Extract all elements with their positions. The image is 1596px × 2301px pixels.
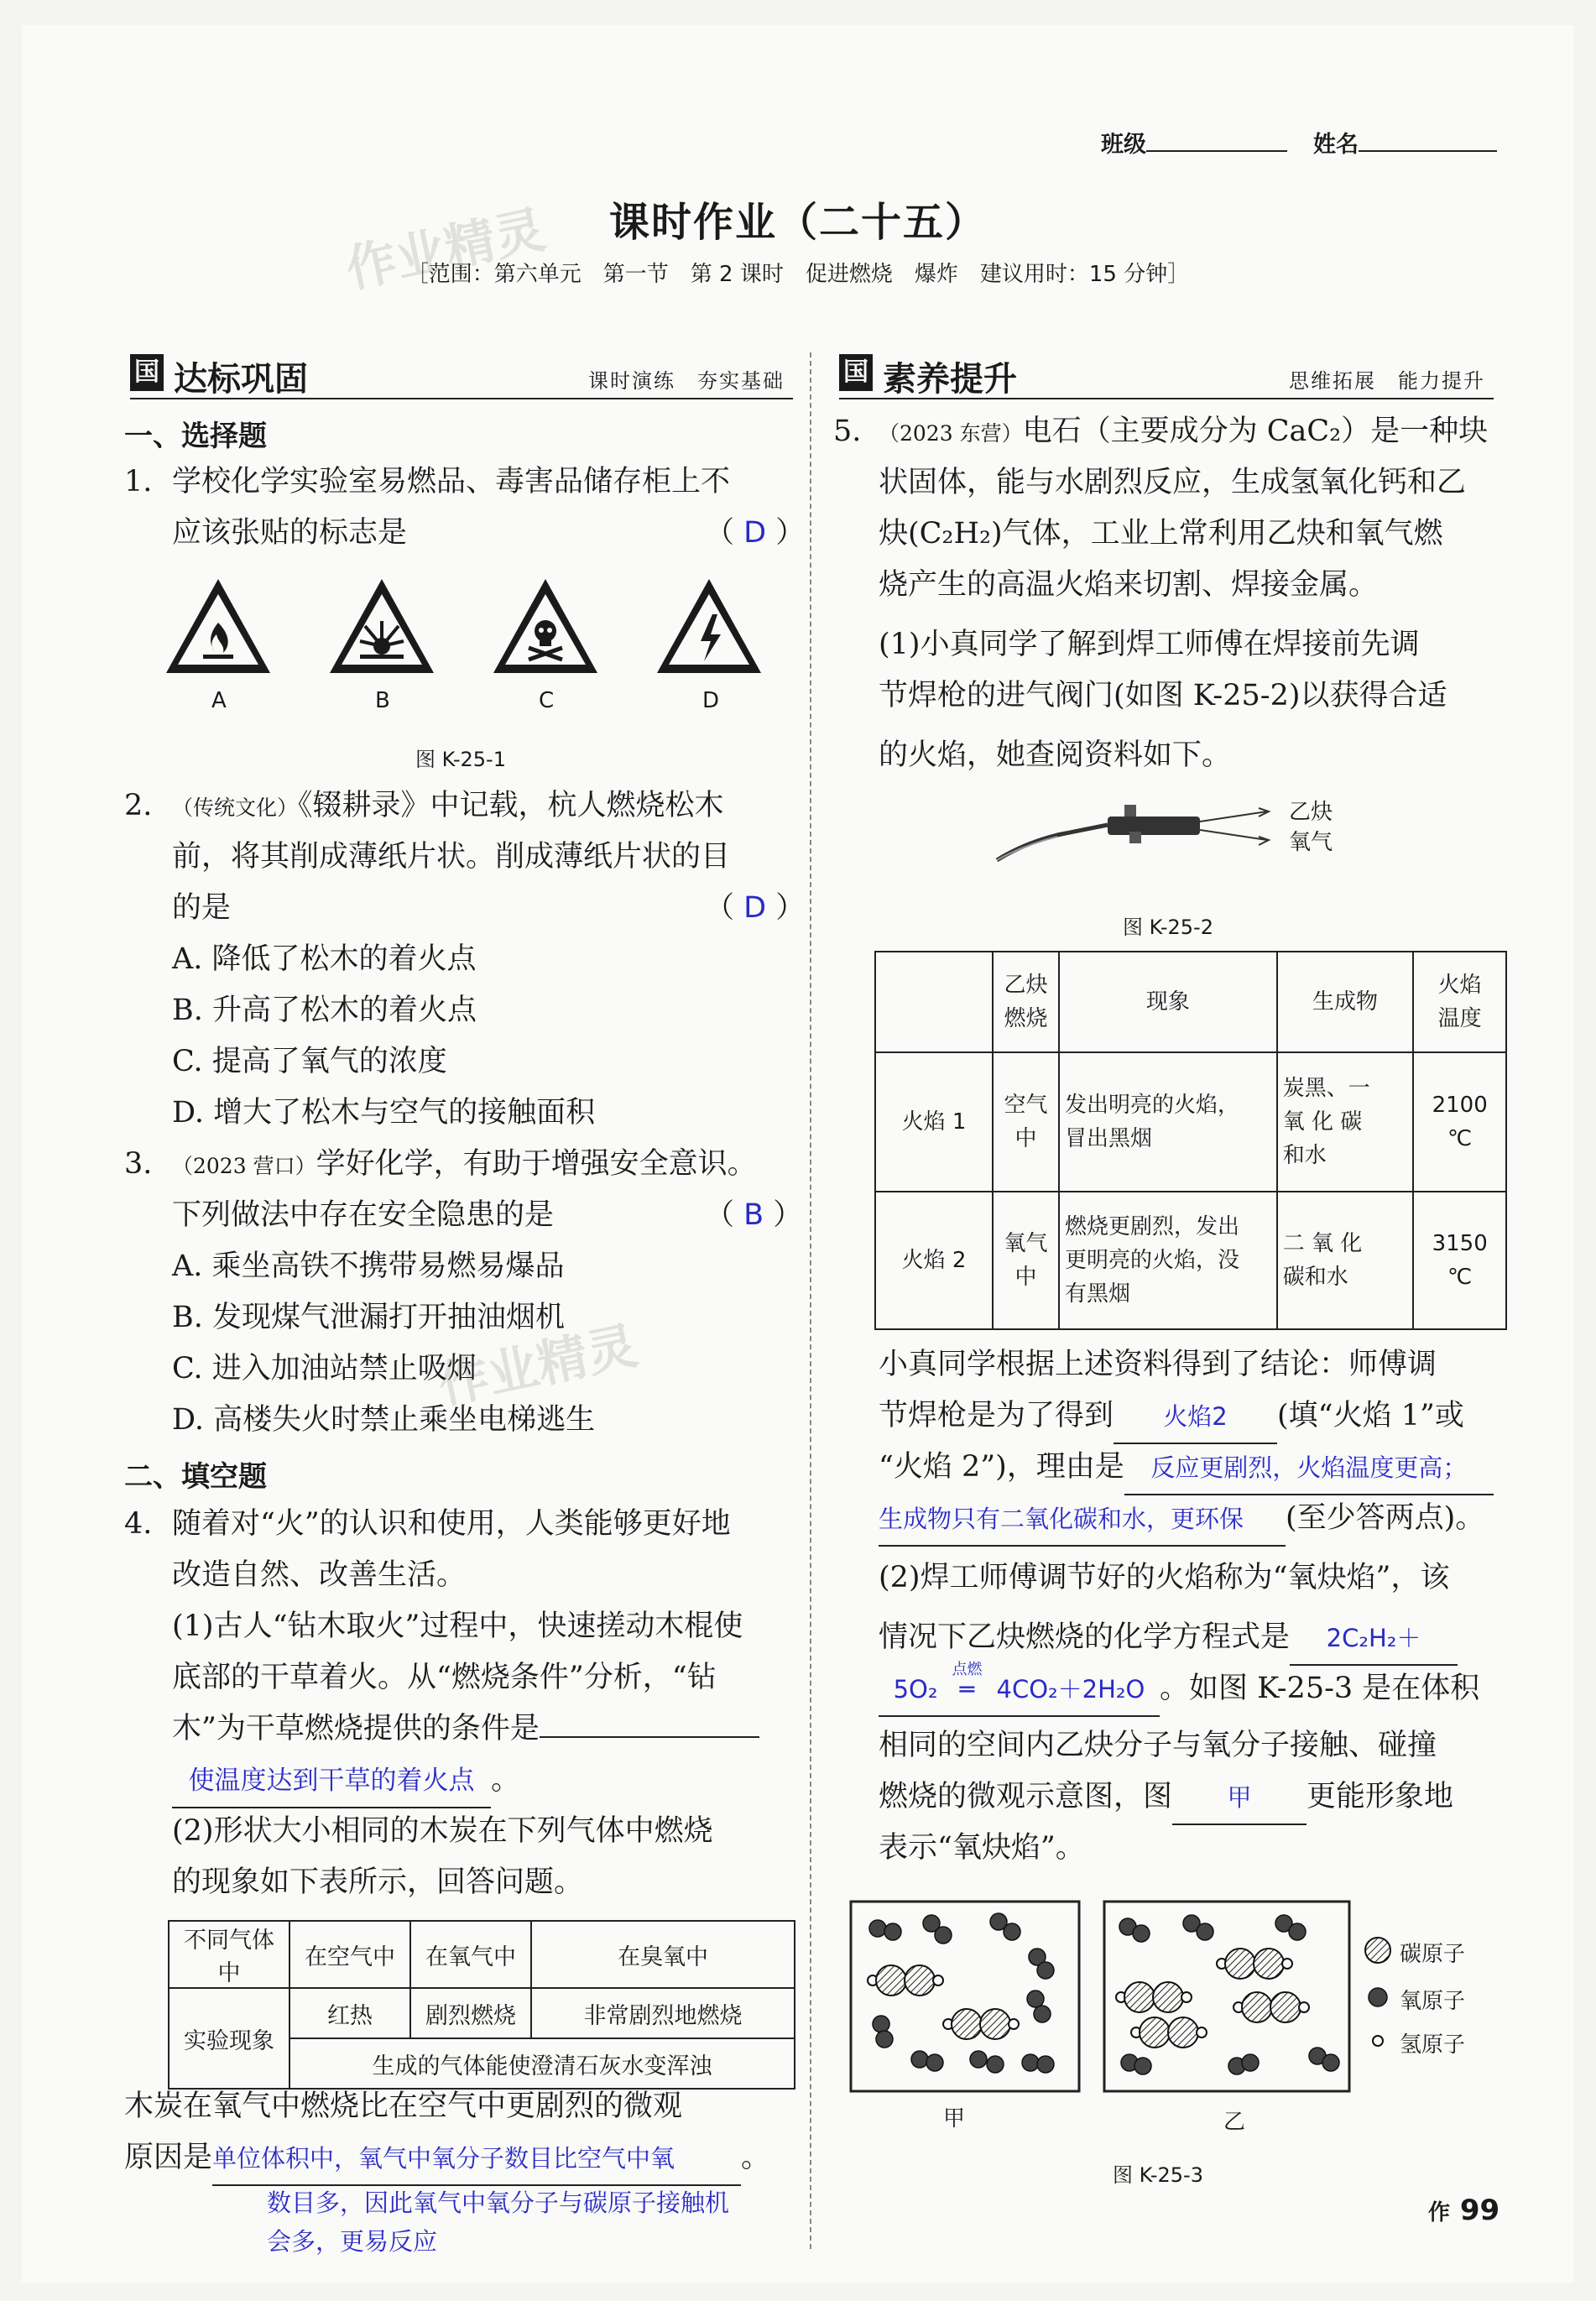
q4-text-1: 随着对“火”的认识和使用，人类能够更好地 <box>172 1507 731 1541</box>
molecule-diagram <box>848 1898 1586 2108</box>
q1-text-1: 学校化学实验室易燃品、毒害品储存柜上不 <box>172 465 731 498</box>
q3-option[interactable]: A. 乘坐高铁不携带易燃易爆品 <box>172 1250 565 1283</box>
q4-sub2-2: 的现象如下表所示，回答问题。 <box>172 1865 584 1899</box>
q4-number: 4. <box>124 1507 153 1541</box>
figure-caption-3: 图 K-25-3 <box>1113 2163 1203 2187</box>
electric-sign-icon <box>657 579 761 673</box>
q3-text-1: （2023 营口）学好化学，有助于增强安全意识。 <box>172 1147 757 1181</box>
q4-text-2: 改造自然、改善生活。 <box>172 1558 467 1592</box>
q5-sub1-1: (1)小真同学了解到焊工师傅在焊接前先调 <box>879 628 1420 661</box>
table-cell: 剧烈燃烧 <box>410 1988 531 2038</box>
table-row-label: 实验现象 <box>169 1988 289 2089</box>
q2-text-3: 的是 <box>172 891 232 925</box>
q2-option[interactable]: B. 升高了松木的着火点 <box>172 994 477 1027</box>
q3-option[interactable]: B. 发现煤气泄漏打开抽油烟机 <box>172 1301 565 1334</box>
name-label: 姓名 <box>1313 132 1359 158</box>
q5-answer-figure[interactable]: 甲 <box>1172 1772 1307 1825</box>
q5-sub2-4: 相同的空间内乙炔分子与氧分子接触、碰撞 <box>879 1729 1437 1762</box>
q1-answer: D <box>743 516 767 550</box>
explosive-sign-icon <box>330 579 434 673</box>
part1-heading: 一、选择题 <box>124 420 267 453</box>
table-cell: 空气 中 <box>993 1052 1059 1192</box>
q4-sub1-answer-line: 使温度达到干草的着火点 。 <box>172 1755 520 1808</box>
q3-number: 3. <box>124 1147 153 1181</box>
table-header: 在氧气中 <box>410 1921 531 1988</box>
table-cell: 生成的气体能使澄清石灰水变浑浊 <box>289 2038 795 2089</box>
q5-equation-part1[interactable]: 2C₂H₂＋ <box>1290 1613 1458 1666</box>
table-header: 在臭氧中 <box>531 1921 795 1988</box>
q2-option[interactable]: A. 降低了松木的着火点 <box>172 942 477 976</box>
class-label: 班级 <box>1101 132 1146 158</box>
hazard-signs <box>159 571 780 688</box>
equation-condition: 点燃 <box>952 1661 983 1678</box>
table-cell: 炭黑、一 氧 化 碳 和水 <box>1277 1052 1414 1192</box>
legend-carbon: 碳原子 <box>1400 1942 1466 1967</box>
q3-answer-box[interactable]: （ B ） <box>705 1198 803 1232</box>
oxygen-atom-icon <box>1369 1988 1387 2006</box>
q5-text-3: 炔(C₂H₂)气体，工业上常利用乙炔和氧气燃 <box>879 517 1443 550</box>
column-divider <box>810 352 811 2249</box>
flame-table <box>874 951 1507 1330</box>
q5-concl-2: 节焊枪是为了得到 火焰2 (填“火焰 1”或 <box>879 1391 1464 1444</box>
hydrogen-atom-icon <box>1373 2036 1383 2046</box>
q5-concl-4: 生成物只有二氧化碳和水，更环保 (至少答两点)。 <box>879 1493 1484 1547</box>
table-header <box>875 952 993 1052</box>
section-icon: 国 <box>839 354 873 391</box>
section-title: 素养提升 <box>883 360 1017 399</box>
q5-sub2-1: (2)焊工师傅调节好的火焰称为“氧炔焰”，该 <box>879 1561 1450 1594</box>
table-cell: 火焰 1 <box>875 1052 993 1192</box>
figure-caption-1: 图 K-25-1 <box>415 748 506 771</box>
table-header: 现象 <box>1059 952 1277 1052</box>
q4-sub1-blank-line[interactable] <box>540 1708 759 1738</box>
table-cell: 二 氧 化 碳和水 <box>1277 1192 1414 1329</box>
legend-oxygen: 氧原子 <box>1400 1989 1466 2014</box>
q1-text-2: 应该张贴的标志是 <box>172 516 408 550</box>
name-field <box>1313 126 1497 159</box>
sign-label-a: A <box>211 688 227 713</box>
name-input[interactable] <box>1359 128 1497 152</box>
q5-equation-part2[interactable]: 5O₂ 点燃 ═ 4CO₂＋2H₂O <box>879 1664 1160 1717</box>
q3-tag: （2023 营口） <box>172 1154 316 1178</box>
q5-number: 5. <box>833 415 862 448</box>
class-input[interactable] <box>1146 128 1287 152</box>
q3-text-2: 下列做法中存在安全隐患的是 <box>172 1198 555 1232</box>
q5-text-2: 状固体，能与水剧烈反应，生成氢氧化钙和乙 <box>879 466 1467 499</box>
table-cell: 2100 ℃ <box>1413 1052 1506 1192</box>
q5-sub2-3: 5O₂ 点燃 ═ 4CO₂＋2H₂O 。如图 K-25-3 是在体积 <box>879 1663 1479 1717</box>
table-cell: 氧气 中 <box>993 1192 1059 1329</box>
q4-follow-2: 原因是单位体积中，氧气中氧分子数目比空气中氧 。 <box>124 2132 770 2186</box>
q1-answer-box[interactable]: （ D ） <box>705 516 806 550</box>
table-cell: 红热 <box>289 1988 410 2038</box>
sign-label-b: B <box>375 688 390 713</box>
q5-sub2-5: 燃烧的微观示意图，图 甲 更能形象地 <box>879 1771 1453 1825</box>
table-header: 乙炔 燃烧 <box>993 952 1059 1052</box>
q5-sub1-2: 节焊枪的进气阀门(如图 K-25-2)以获得合适 <box>879 679 1447 712</box>
sign-label-c: C <box>539 688 555 713</box>
q5-answer-reason-2[interactable]: 生成物只有二氧化碳和水，更环保 <box>879 1494 1286 1547</box>
welding-torch-icon <box>990 793 1309 877</box>
torch-label-acetylene: 乙炔 <box>1289 800 1333 825</box>
part2-heading: 二、填空题 <box>124 1460 267 1494</box>
q4-follow-answer-3: 会多，更易反应 <box>267 2227 438 2256</box>
acetylene-molecules-yi <box>1116 1949 1309 2048</box>
watermark: 作业精灵 <box>433 1316 643 1417</box>
q5-concl-3: “火焰 2”)，理由是 反应更剧烈，火焰温度更高； <box>879 1442 1494 1495</box>
q2-answer: D <box>743 891 767 925</box>
q4-sub1-1: (1)古人“钻木取火”过程中，快速搓动木棍使 <box>172 1610 743 1643</box>
table-header: 不同气体中 <box>169 1921 289 1988</box>
figure-caption-2: 图 K-25-2 <box>1123 916 1213 939</box>
q4-sub1-2: 底部的干草着火。从“燃烧条件”分析，“钻 <box>172 1661 717 1694</box>
charcoal-table <box>168 1920 795 2090</box>
q4-sub2-1: (2)形状大小相同的木炭在下列气体中燃烧 <box>172 1814 713 1848</box>
torch-label-oxygen: 氧气 <box>1289 830 1333 855</box>
q4-follow-answer-2: 数目多，因此氧气中氧分子与碳原子接触机 <box>267 2189 730 2217</box>
page-title: 课时作业（二十五） <box>608 199 987 246</box>
q5-answer-flame[interactable]: 火焰2 <box>1114 1391 1277 1444</box>
q2-number: 2. <box>124 789 153 822</box>
box-label-jia: 甲 <box>943 2106 966 2131</box>
q3-option[interactable]: D. 高楼失火时禁止乘坐电梯逃生 <box>172 1403 596 1437</box>
q2-text-1: （传统文化）《辍耕录》中记载，杭人燃烧松木 <box>172 789 724 822</box>
q4-sub1-answer[interactable]: 使温度达到干草的着火点 <box>172 1756 491 1808</box>
q5-sub2-2: 情况下乙炔燃烧的化学方程式是 2C₂H₂＋ <box>879 1612 1458 1666</box>
q5-sub1-3: 的火焰，她查阅资料如下。 <box>879 738 1232 772</box>
q4-follow-answer[interactable]: 单位体积中，氧气中氧分子数目比空气中氧 <box>212 2133 741 2186</box>
table-header: 在空气中 <box>289 1921 410 1988</box>
table-cell: 燃烧更剧烈，发出 更明亮的火焰，没 有黑烟 <box>1059 1192 1277 1329</box>
q5-answer-reason-1[interactable]: 反应更剧烈，火焰温度更高； <box>1124 1443 1494 1495</box>
class-field <box>1101 126 1287 159</box>
q4-sub1-3: 木”为干草燃烧提供的条件是 <box>172 1704 759 1755</box>
q5-tag: （2023 东营） <box>879 421 1023 446</box>
box-label-yi: 乙 <box>1223 2110 1246 2135</box>
q5-text-1: （2023 东营）电石（主要成分为 CaC₂）是一种块 <box>879 415 1489 448</box>
q3-option[interactable]: C. 进入加油站禁止吸烟 <box>172 1352 477 1385</box>
section-header-right <box>839 352 1494 399</box>
q5-text-4: 烧产生的高温火焰来切割、焊接金属。 <box>879 568 1379 602</box>
q2-text-2: 前，将其削成薄纸片状。削成薄纸片状的目 <box>172 840 731 874</box>
table-header: 生成物 <box>1277 952 1414 1052</box>
q5-sub2-6: 表示“氧炔焰”。 <box>879 1831 1085 1865</box>
carbon-atom-icon <box>1365 1938 1390 1963</box>
section-title: 达标巩固 <box>174 360 308 399</box>
table-cell: 3150 ℃ <box>1413 1192 1506 1329</box>
section-subtitle: 思维拓展 能力提升 <box>1289 369 1485 393</box>
section-icon: 国 <box>130 354 164 391</box>
legend-hydrogen: 氢原子 <box>1400 2032 1466 2058</box>
table-cell: 非常剧烈地燃烧 <box>531 1988 795 2038</box>
table-header: 火焰 温度 <box>1413 952 1506 1052</box>
table-cell: 发出明亮的火焰， 冒出黑烟 <box>1059 1052 1277 1192</box>
toxic-sign-icon <box>493 579 597 673</box>
q2-option[interactable]: D. 增大了松木与空气的接触面积 <box>172 1096 596 1130</box>
q1-number: 1. <box>124 465 153 498</box>
q4-follow-1: 木炭在氧气中燃烧比在空气中更剧烈的微观 <box>124 2090 683 2123</box>
acetylene-molecules-jia <box>868 1965 1019 2039</box>
scope-line: ［范围：第六单元 第一节 第 2 课时 促进燃烧 爆炸 建议用时：15 分钟］ <box>406 262 1190 287</box>
q2-tag: （传统文化） <box>172 796 299 820</box>
q2-option[interactable]: C. 提高了氧气的浓度 <box>172 1045 447 1078</box>
flammable-sign-icon <box>166 579 270 673</box>
table-cell: 火焰 2 <box>875 1192 993 1329</box>
q3-answer: B <box>743 1198 764 1232</box>
q5-concl-1: 小真同学根据上述资料得到了结论：师傅调 <box>879 1348 1437 1381</box>
sign-label-d: D <box>702 688 720 713</box>
q2-answer-box[interactable]: （ D ） <box>705 891 806 925</box>
section-header-left <box>130 352 793 399</box>
page-number: 作 99 <box>1428 2194 1500 2227</box>
section-subtitle: 课时演练 夯实基础 <box>588 369 785 393</box>
watermark: 作业精灵 <box>341 200 550 300</box>
